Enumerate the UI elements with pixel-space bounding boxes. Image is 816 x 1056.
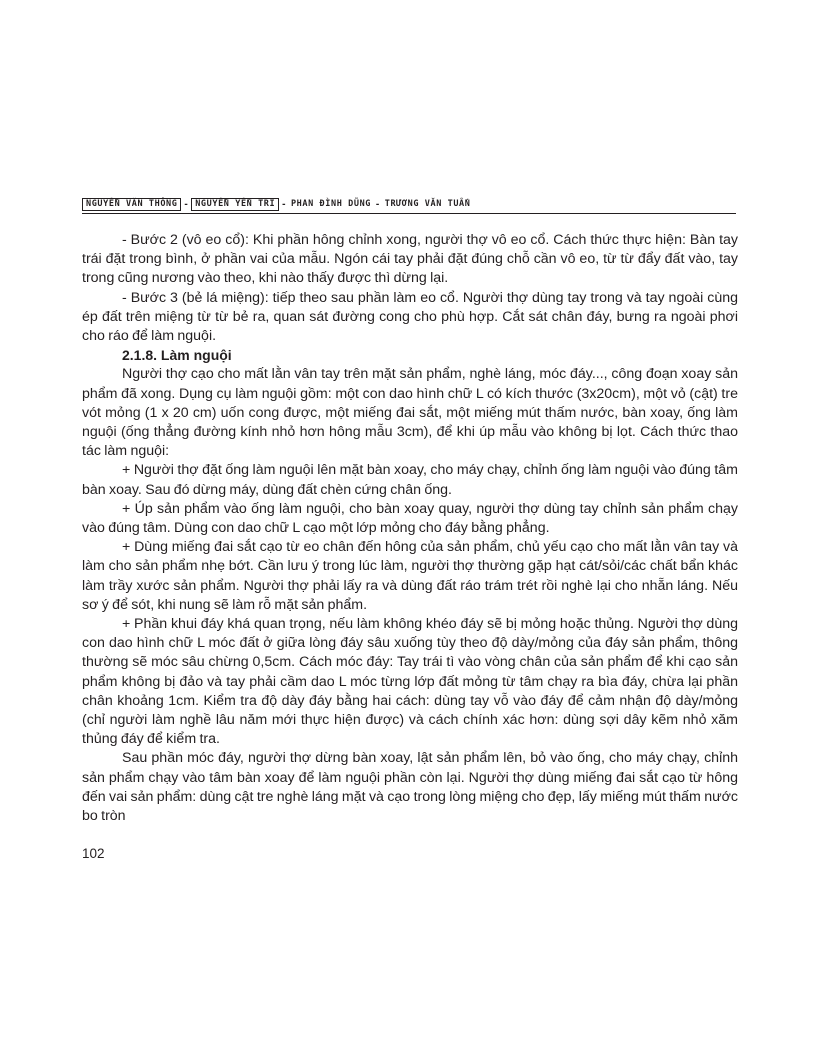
paragraph-step-2: - Bước 2 (vô eo cổ): Khi phần hông chỉnh xong, người thợ vô eo cổ. Cách thức thực hiện: Bàn tay trái đặt trong bình, ở phần vai của mẫu. Ngón cái tay phải đặt đúng chỗ cần vô eo, từ từ đẩy đất vào, tay trong cũng nương vào theo, khi nào thấy được thì dừng lại. — [82, 232, 738, 287]
paragraph-bullet-1: + Người thợ đặt ống làm nguội lên mặt bàn xoay, cho máy chạy, chỉnh ống làm nguội vào đúng tâm bàn xoay. Sau đó dừng máy, dùng đất chèn cứng chân ống. — [82, 462, 738, 498]
paragraph-closing: Sau phần móc đáy, người thợ dừng bàn xoay, lật sản phẩm lên, bỏ vào ống, cho máy chạy, chỉnh sản phẩm chạy vào tâm bàn xoay để làm nguội phần còn lại. Người thợ dùng miếng đai sắt cạo từ hông đến vai sản phẩm: dùng cật tre nghè láng mặt và cạo trong lòng miệng cho đẹp, lấy miếng mút thấm nước bo tròn — [82, 750, 738, 825]
section-heading: 2.1.8. Làm nguội — [122, 347, 232, 364]
page-body — [82, 231, 738, 826]
header-author-1: NGUYỄN VĂN THÔNG — [82, 198, 181, 211]
paragraph-bullet-4: + Phần khui đáy khá quan trọng, nếu làm không khéo đáy sẽ bị mỏng hoặc thủng. Người thợ dùng con dao hình chữ L móc đất ở giữa lòng đáy sâu xuống tùy theo độ dày/mỏng của đáy sản phẩm, thông thường sẽ móc sâu chừng 0,5cm. Cách móc đáy: Tay trái tì vào vòng chân của sản phẩm để khi cạo sản phẩm không bị đảo và tay phải cầm dao L móc từng lớp đất mỏng từ tâm chạy ra bìa đáy, chừa lại phần chân khoảng 1cm. Kiểm tra độ dày đáy bằng hai cách: dùng tay vỗ vào đáy để cảm nhận độ dày/mỏng (chỉ người làm nghề lâu năm mới thực hiện được) và cách chính xác hơn: dùng sợi dây kẽm nhỏ xăm thủng đáy để kiểm tra. — [82, 616, 738, 748]
paragraph-bullet-2: + Úp sản phẩm vào ống làm nguội, cho bàn xoay quay, người thợ dùng tay chỉnh sản phẩm chạy vào đúng tâm. Dùng con dao chữ L cạo một lớp mỏng cho đáy bằng phẳng. — [82, 500, 738, 537]
header-rule — [82, 213, 736, 214]
paragraph-bullet-3: + Dùng miếng đai sắt cạo từ eo chân đến hông của sản phẩm, chủ yếu cạo cho mất lằn vân tay và làm cho sản phẩm nhẹ bớt. Cần lưu ý trong lúc làm, người thợ thường gặp hạt cát/sỏi/các chất bẩn khác làm trầy xước sản phẩm. Người thợ phải lấy ra và dùng đất ráo trám trét rồi nghè lại cho nhẵn láng. Nếu sơ ý để sót, khi nung sẽ làm rỗ mặt sản phẩm. — [82, 539, 738, 613]
paragraph-step-3: - Bước 3 (bẻ lá miệng): tiếp theo sau phần làm eo cổ. Người thợ dùng tay trong và tay ngoài cùng ép đất trên miệng từ từ bẻ ra, quan sát đường cong cho phù hợp. Cắt sát chân đáy, bưng ra ngoài phơi cho ráo để làm nguội. — [82, 289, 738, 345]
header-author-3: PHAN ĐÌNH DŨNG — [290, 199, 372, 209]
header-separator: - — [375, 199, 381, 210]
header-author-list — [82, 198, 473, 211]
page-number: 102 — [82, 846, 105, 861]
paragraph-intro: Người thợ cạo cho mất lằn vân tay trên mặt sản phẩm, nghè láng, móc đáy..., công đoạn xoay sản phẩm đã xong. Dụng cụ làm nguội gồm: một con dao hình chữ L có kích thước (3x20cm), một vỏ (cật) tre vót mỏng (1 x 20 cm) uốn cong được, một miếng đai sắt, một miếng mút thấm nước, bàn xoay, ống làm nguội (ống thẳng đường kính nhỏ hơn hông mẫu 3cm), để khi úp mẫu vào không bị lọt. Cách thức thao tác làm nguội: — [82, 366, 738, 460]
header-separator: - — [183, 199, 190, 210]
header-separator: - — [281, 199, 287, 210]
running-header — [82, 198, 736, 216]
header-author-4: TRƯƠNG VĂN TUẤN — [384, 199, 471, 209]
header-author-2: NGUYỄN YẾN TRI — [191, 198, 279, 211]
